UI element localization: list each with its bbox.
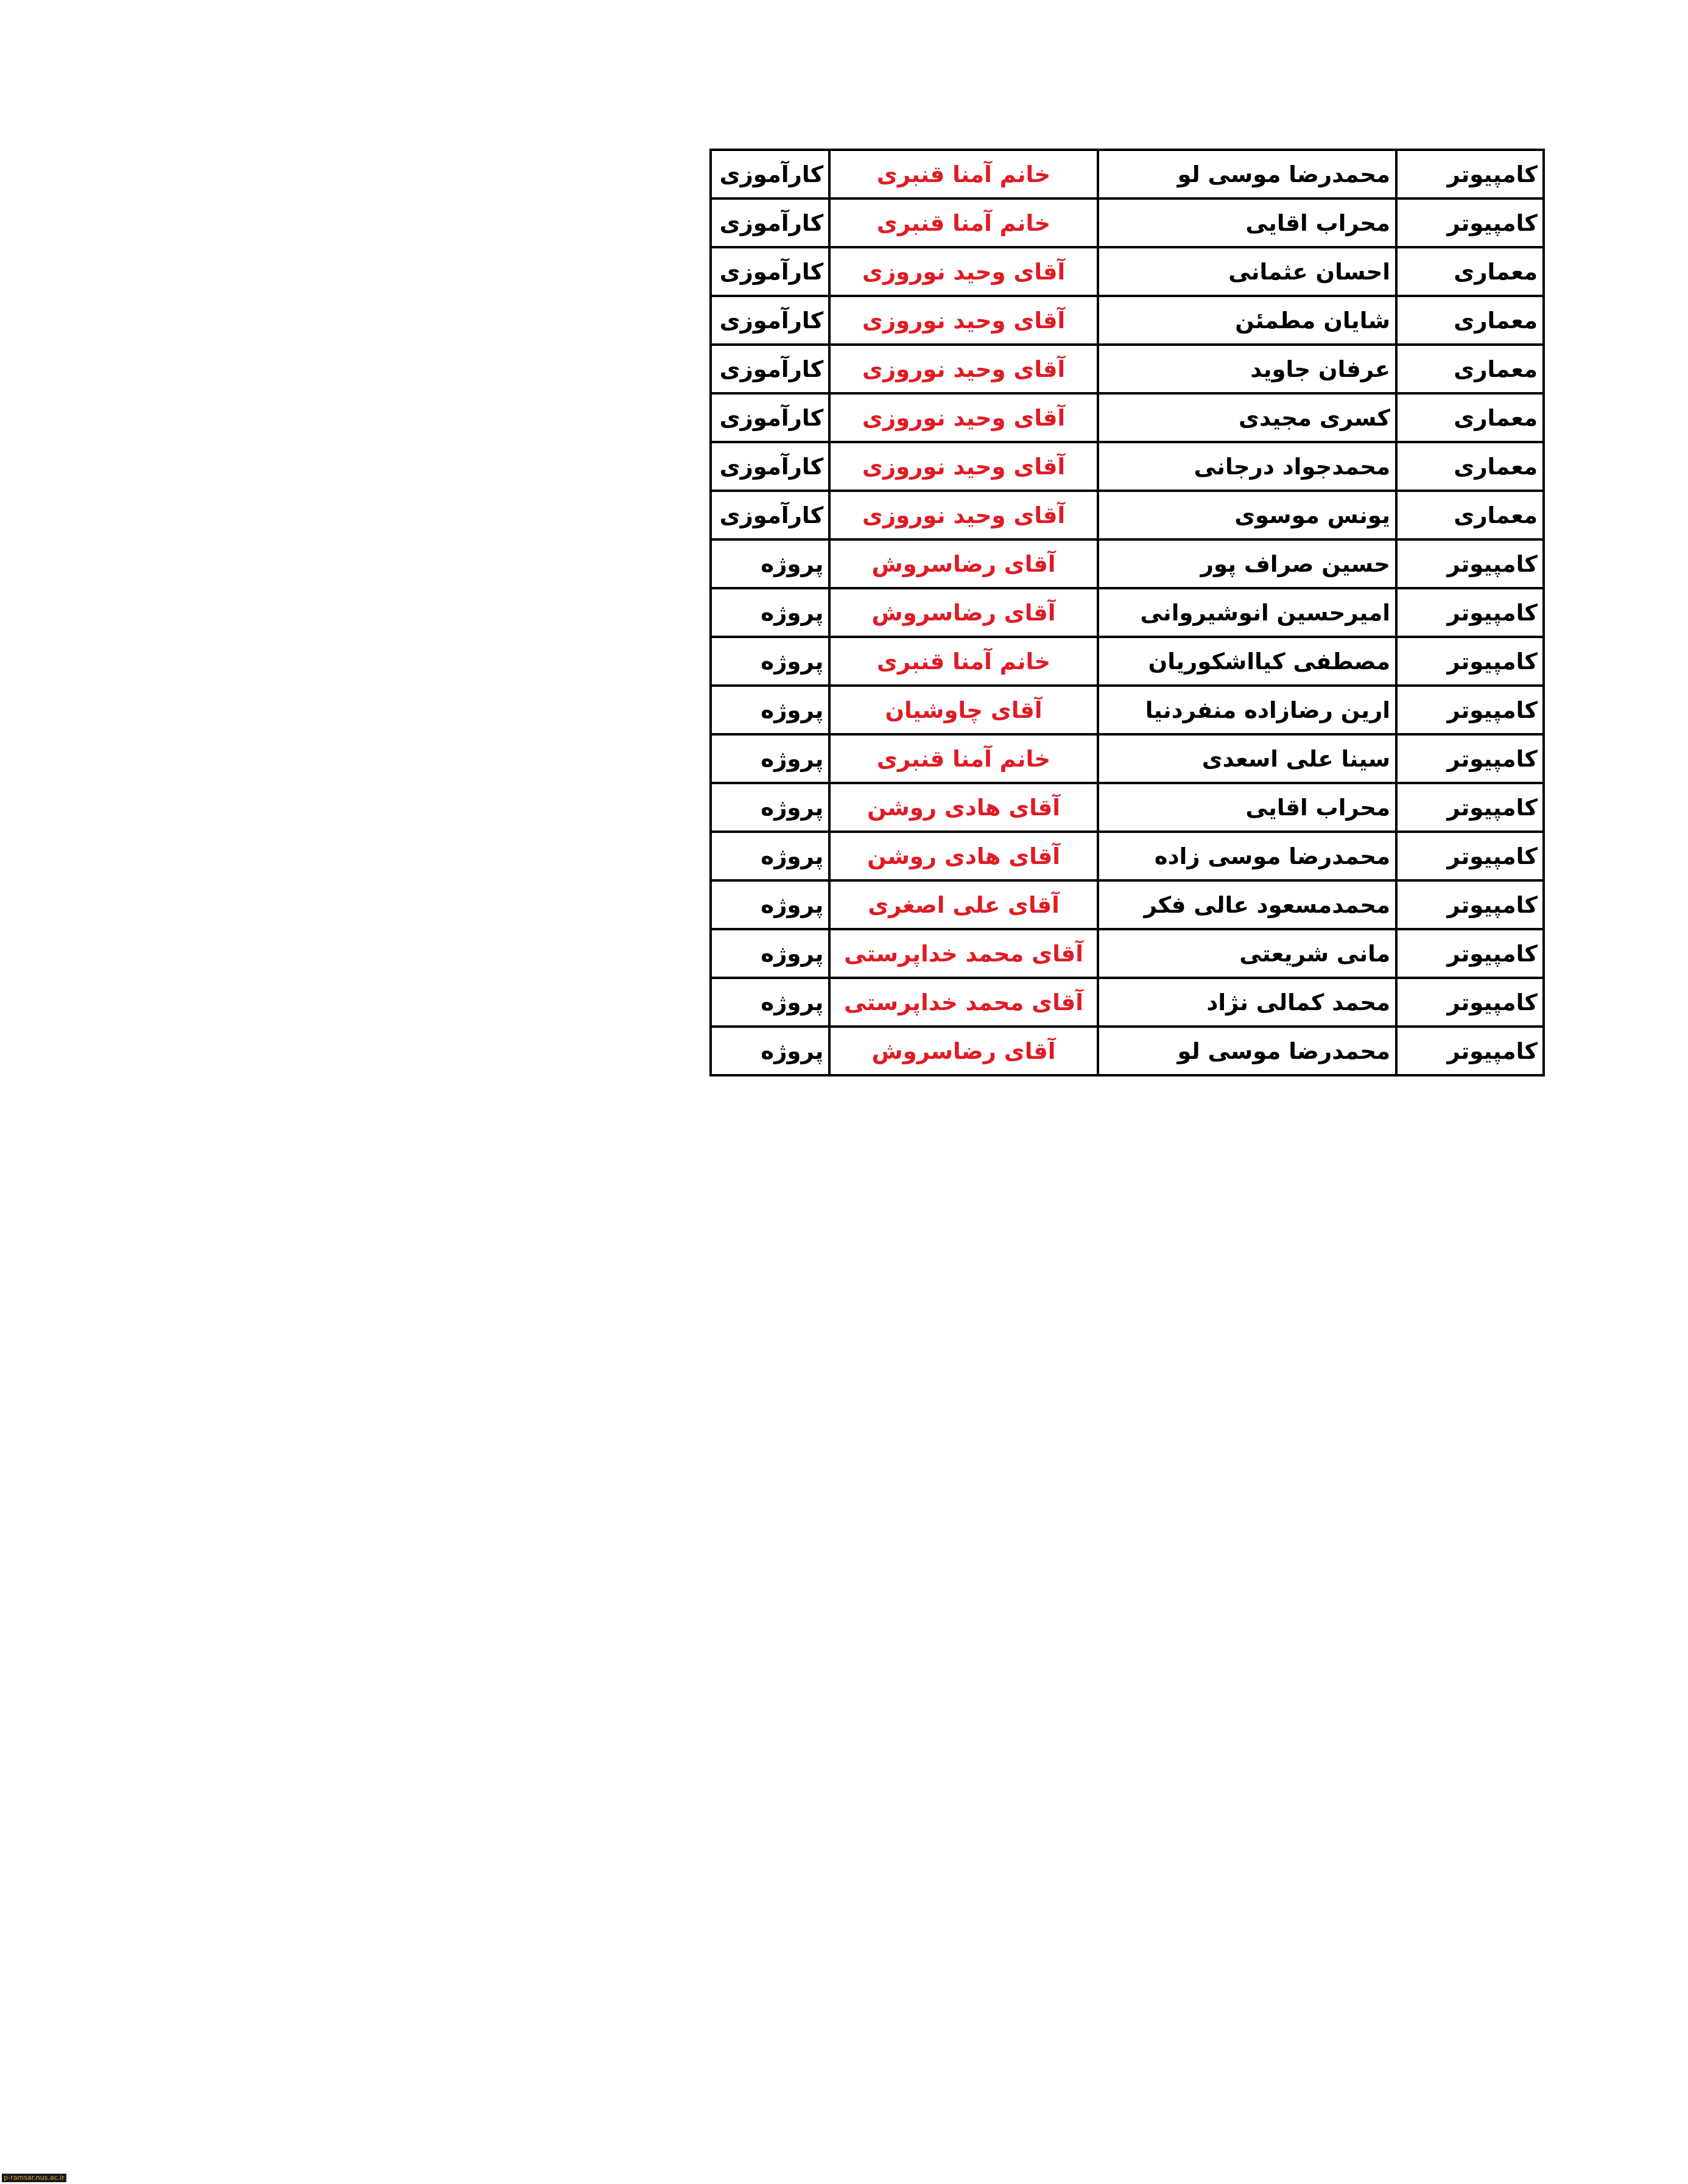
supervisor-cell: آقای وحید نوروزی: [829, 442, 1097, 491]
student-name-cell: محمدرضا موسی زاده: [1098, 832, 1396, 880]
supervisor-cell: آقای هادی روشن: [829, 832, 1097, 880]
student-name-cell: محمدمسعود عالی فکر: [1098, 880, 1396, 929]
field-cell: معماری: [1396, 345, 1544, 393]
type-cell: پروژه: [711, 637, 829, 686]
type-cell: پروژه: [711, 539, 829, 588]
type-cell: پروژه: [711, 686, 829, 734]
type-cell: کارآموزی: [711, 345, 829, 393]
footer-logo: p-ramsar.nus.ac.ir: [2, 2174, 66, 2182]
student-name-cell: محراب اقایی: [1098, 198, 1396, 247]
type-cell: کارآموزی: [711, 150, 829, 198]
supervisor-cell: آقای علی اصغری: [829, 880, 1097, 929]
student-name-cell: یونس موسوی: [1098, 491, 1396, 539]
supervisor-cell: خانم آمنا قنبری: [829, 150, 1097, 198]
field-cell: معماری: [1396, 442, 1544, 491]
field-cell: کامپیوتر: [1396, 783, 1544, 832]
supervisor-cell: آقای وحید نوروزی: [829, 345, 1097, 393]
student-name-cell: حسین صراف پور: [1098, 539, 1396, 588]
supervisor-cell: آقای چاوشیان: [829, 686, 1097, 734]
student-name-cell: احسان عثمانی: [1098, 247, 1396, 296]
field-cell: کامپیوتر: [1396, 198, 1544, 247]
table-row: [711, 686, 1544, 734]
field-cell: معماری: [1396, 296, 1544, 345]
supervisor-cell: خانم آمنا قنبری: [829, 637, 1097, 686]
supervisor-cell: آقای وحید نوروزی: [829, 393, 1097, 442]
type-cell: کارآموزی: [711, 296, 829, 345]
type-cell: پروژه: [711, 588, 829, 637]
field-cell: کامپیوتر: [1396, 588, 1544, 637]
type-cell: پروژه: [711, 832, 829, 880]
table-row: [711, 880, 1544, 929]
table-row: [711, 393, 1544, 442]
field-cell: کامپیوتر: [1396, 539, 1544, 588]
student-name-cell: ارین رضازاده منفردنیا: [1098, 686, 1396, 734]
table-row: [711, 150, 1544, 198]
student-name-cell: سینا علی اسعدی: [1098, 734, 1396, 783]
table-row: [711, 1027, 1544, 1075]
table-row: [711, 978, 1544, 1027]
table-row: [711, 783, 1544, 832]
student-name-cell: محمد کمالی نژاد: [1098, 978, 1396, 1027]
supervisor-cell: آقای رضاسروش: [829, 1027, 1097, 1075]
table-row: [711, 345, 1544, 393]
student-name-cell: عرفان جاوید: [1098, 345, 1396, 393]
supervisor-cell: آقای هادی روشن: [829, 783, 1097, 832]
table-row: [711, 832, 1544, 880]
type-cell: کارآموزی: [711, 247, 829, 296]
student-name-cell: محمدجواد درجانی: [1098, 442, 1396, 491]
table-row: [711, 247, 1544, 296]
student-name-cell: محمدرضا موسی لو: [1098, 150, 1396, 198]
type-cell: پروژه: [711, 880, 829, 929]
supervisor-cell: آقای رضاسروش: [829, 588, 1097, 637]
table-row: [711, 198, 1544, 247]
student-name-cell: مانی شریعتی: [1098, 929, 1396, 978]
student-name-cell: مصطفی کیااشکوریان: [1098, 637, 1396, 686]
student-name-cell: امیرحسین انوشیروانی: [1098, 588, 1396, 637]
student-name-cell: محمدرضا موسی لو: [1098, 1027, 1396, 1075]
supervisor-cell: آقای محمد خداپرستی: [829, 978, 1097, 1027]
table-body: [711, 150, 1544, 1075]
field-cell: کامپیوتر: [1396, 686, 1544, 734]
field-cell: کامپیوتر: [1396, 832, 1544, 880]
type-cell: کارآموزی: [711, 198, 829, 247]
type-cell: پروژه: [711, 929, 829, 978]
field-cell: معماری: [1396, 491, 1544, 539]
field-cell: کامپیوتر: [1396, 734, 1544, 783]
supervisor-cell: آقای رضاسروش: [829, 539, 1097, 588]
field-cell: کامپیوتر: [1396, 1027, 1544, 1075]
field-cell: معماری: [1396, 393, 1544, 442]
student-name-cell: محراب اقایی: [1098, 783, 1396, 832]
supervisor-cell: آقای وحید نوروزی: [829, 296, 1097, 345]
supervisor-cell: خانم آمنا قنبری: [829, 198, 1097, 247]
field-cell: معماری: [1396, 247, 1544, 296]
student-name-cell: کسری مجیدی: [1098, 393, 1396, 442]
table-row: [711, 539, 1544, 588]
supervisor-cell: آقای وحید نوروزی: [829, 491, 1097, 539]
field-cell: کامپیوتر: [1396, 637, 1544, 686]
table-row: [711, 929, 1544, 978]
student-name-cell: شایان مطمئن: [1098, 296, 1396, 345]
type-cell: پروژه: [711, 734, 829, 783]
supervisor-cell: خانم آمنا قنبری: [829, 734, 1097, 783]
type-cell: کارآموزی: [711, 442, 829, 491]
table-row: [711, 637, 1544, 686]
field-cell: کامپیوتر: [1396, 978, 1544, 1027]
table-row: [711, 588, 1544, 637]
field-cell: کامپیوتر: [1396, 880, 1544, 929]
type-cell: کارآموزی: [711, 491, 829, 539]
type-cell: پروژه: [711, 1027, 829, 1075]
type-cell: پروژه: [711, 783, 829, 832]
table-row: [711, 296, 1544, 345]
table-row: [711, 491, 1544, 539]
assignment-table: [709, 149, 1545, 1076]
field-cell: کامپیوتر: [1396, 150, 1544, 198]
type-cell: پروژه: [711, 978, 829, 1027]
field-cell: کامپیوتر: [1396, 929, 1544, 978]
type-cell: کارآموزی: [711, 393, 829, 442]
supervisor-cell: آقای وحید نوروزی: [829, 247, 1097, 296]
table-row: [711, 442, 1544, 491]
supervisor-cell: آقای محمد خداپرستی: [829, 929, 1097, 978]
table-row: [711, 734, 1544, 783]
